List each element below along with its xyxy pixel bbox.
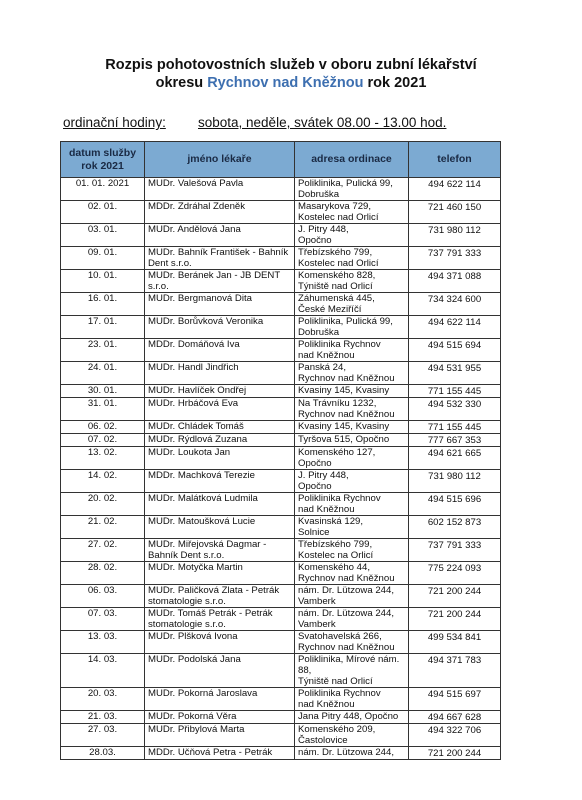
doctor-name-line: MUDr. Valešová Pavla [148, 178, 244, 189]
service-date: 28. 02. [61, 562, 145, 585]
service-date: 10. 01. [61, 270, 145, 293]
table-row [61, 178, 501, 201]
service-date: 06. 02. [61, 421, 145, 434]
service-date: 03. 01. [61, 224, 145, 247]
doctor-name [145, 631, 295, 654]
clinic-address-line: Dobruška [298, 189, 340, 200]
table-row [61, 585, 501, 608]
phone-number: 494 531 955 [409, 362, 501, 385]
clinic-address-line: Kostelec nad Orlicí [298, 212, 379, 223]
clinic-address-line: Vamberk [298, 596, 336, 607]
clinic-address [295, 688, 409, 711]
service-date: 30. 01. [61, 385, 145, 398]
clinic-address-line: Kvasiny 145, Kvasiny [298, 385, 390, 396]
doctor-name [145, 398, 295, 421]
table-row [61, 562, 501, 585]
clinic-address-line: Týniště nad Orlicí [298, 676, 373, 687]
clinic-address-line: Opočno [298, 481, 332, 492]
service-date: 16. 01. [61, 293, 145, 316]
clinic-address-line: nám. Dr. Lützowa 244, [298, 585, 394, 596]
phone-number: 602 152 873 [409, 516, 501, 539]
doctor-name-line: MUDr. Plšková Ivona [148, 631, 238, 642]
doctor-name-line: MUDr. Loukota Jan [148, 447, 231, 458]
doctor-name [145, 434, 295, 447]
doctor-name-line: MUDr. Rýdlová Zuzana [148, 434, 248, 445]
clinic-address-line: Třebízského 799, [298, 247, 373, 258]
table-row [61, 339, 501, 362]
service-date: 28.03. [61, 747, 145, 760]
clinic-address-line: J. Pitry 448, [298, 224, 349, 235]
service-date: 09. 01. [61, 247, 145, 270]
phone-number: 737 791 333 [409, 539, 501, 562]
clinic-address [295, 747, 409, 760]
doctor-name [145, 493, 295, 516]
service-date: 20. 02. [61, 493, 145, 516]
service-date: 24. 01. [61, 362, 145, 385]
doctor-name [145, 724, 295, 747]
office-hours-label: ordinační hodiny: [63, 115, 166, 130]
clinic-address [295, 493, 409, 516]
clinic-address-line: Rychnov nad Kněžnou [298, 373, 395, 384]
phone-number: 721 200 244 [409, 585, 501, 608]
clinic-address-line: Kostelec nad Orlicí [298, 258, 379, 269]
clinic-address [295, 654, 409, 688]
service-date: 01. 01. 2021 [61, 178, 145, 201]
phone-number: 731 980 112 [409, 224, 501, 247]
table-row [61, 654, 501, 688]
service-date: 13. 03. [61, 631, 145, 654]
doctor-name-line: stomatologie s.r.o. [148, 596, 226, 607]
clinic-address-line: Dobruška [298, 327, 340, 338]
clinic-address [295, 247, 409, 270]
clinic-address-line: Rychnov nad Kněžnou [298, 409, 395, 420]
clinic-address-line: Kostelec na Orlicí [298, 550, 374, 561]
table-row [61, 688, 501, 711]
header-date: datum služby rok 2021 [61, 142, 145, 178]
table-row [61, 747, 501, 760]
clinic-address [295, 339, 409, 362]
clinic-address-line: Jana Pitry 448, Opočno [298, 711, 399, 722]
clinic-address [295, 201, 409, 224]
clinic-address [295, 385, 409, 398]
service-date: 14. 02. [61, 470, 145, 493]
phone-number: 777 667 353 [409, 434, 501, 447]
clinic-address-line: Panská 24, [298, 362, 347, 373]
clinic-address-line: Poliklinika Rychnov [298, 339, 381, 350]
doctor-name [145, 316, 295, 339]
subtitle-suffix: rok 2021 [363, 75, 427, 91]
doctor-name-line: MUDr. Pokorná Věra [148, 711, 237, 722]
table-header-row [61, 142, 501, 178]
doctor-name-line: MUDr. Hrbáčová Eva [148, 398, 239, 409]
phone-number: 494 371 088 [409, 270, 501, 293]
service-date: 27. 02. [61, 539, 145, 562]
doctor-name [145, 447, 295, 470]
subtitle-prefix: okresu [155, 75, 208, 91]
clinic-address-line: Třebízského 799, [298, 539, 373, 550]
doctor-name [145, 470, 295, 493]
table-row [61, 270, 501, 293]
clinic-address-line: Kvasiny 145, Kvasiny [298, 421, 390, 432]
phone-number: 494 515 694 [409, 339, 501, 362]
service-date: 27. 03. [61, 724, 145, 747]
clinic-address-line: nám. Dr. Lützowa 244, [298, 608, 394, 619]
phone-number: 494 667 628 [409, 711, 501, 724]
doctor-name-line: MUDr. Matoušková Lucie [148, 516, 256, 527]
clinic-address [295, 447, 409, 470]
table-row [61, 362, 501, 385]
clinic-address-line: Komenského 127, [298, 447, 376, 458]
doctor-name-line: Bahník Dent s.r.o. [148, 550, 225, 561]
phone-number: 734 324 600 [409, 293, 501, 316]
doctor-name [145, 178, 295, 201]
table-row [61, 247, 501, 270]
clinic-address [295, 421, 409, 434]
table-row [61, 608, 501, 631]
service-date: 07. 02. [61, 434, 145, 447]
schedule-table [60, 141, 501, 760]
clinic-address-line: Poliklinika, Pulická 99, [298, 316, 393, 327]
clinic-address [295, 711, 409, 724]
doctor-name [145, 224, 295, 247]
doctor-name [145, 247, 295, 270]
phone-number: 499 534 841 [409, 631, 501, 654]
service-date: 21. 02. [61, 516, 145, 539]
clinic-address-line: Komenského 209, [298, 724, 376, 735]
doctor-name-line: MUDr. Handl Jindřich [148, 362, 239, 373]
doctor-name-line: MDDr. Učňová Petra - Petrák [148, 747, 273, 758]
doctor-name-line: stomatologie s.r.o. [148, 619, 226, 630]
doctor-name [145, 201, 295, 224]
clinic-address [295, 224, 409, 247]
clinic-address-line: Svatohavelská 266, [298, 631, 382, 642]
header-doctor: jméno lékaře [145, 142, 295, 178]
clinic-address-line: nad Kněžnou [298, 699, 355, 710]
clinic-address [295, 178, 409, 201]
doctor-name-line: MUDr. Andělová Jana [148, 224, 241, 235]
table-row [61, 434, 501, 447]
clinic-address [295, 585, 409, 608]
doctor-name-line: MUDr. Paličková Zlata - Petrák [148, 585, 280, 596]
doctor-name-line: MDDr. Machková Terezie [148, 470, 255, 481]
doctor-name-line: MUDr. Motyčka Martin [148, 562, 243, 573]
service-date: 20. 03. [61, 688, 145, 711]
table-row [61, 224, 501, 247]
doctor-name-line: MUDr. Pokorná Jaroslava [148, 688, 258, 699]
clinic-address [295, 516, 409, 539]
phone-number: 494 622 114 [409, 316, 501, 339]
doctor-name [145, 654, 295, 688]
doctor-name [145, 421, 295, 434]
doctor-name [145, 711, 295, 724]
clinic-address-line: nám. Dr. Lützowa 244, [298, 747, 394, 758]
office-hours [63, 115, 446, 130]
clinic-address-line: Opočno [298, 458, 332, 469]
clinic-address-line: Poliklinika Rychnov [298, 688, 381, 699]
clinic-address [295, 724, 409, 747]
table-row [61, 447, 501, 470]
clinic-address [295, 434, 409, 447]
phone-number: 737 791 333 [409, 247, 501, 270]
phone-number: 775 224 093 [409, 562, 501, 585]
document-subtitle [0, 74, 582, 92]
service-date: 21. 03. [61, 711, 145, 724]
doctor-name-line: s.r.o. [148, 281, 169, 292]
clinic-address [295, 316, 409, 339]
clinic-address-line: Rychnov nad Kněžnou [298, 573, 395, 584]
service-date: 02. 01. [61, 201, 145, 224]
office-hours-value: sobota, neděle, svátek 08.00 - 13.00 hod. [198, 115, 447, 130]
clinic-address-line: Komenského 44, [298, 562, 370, 573]
doctor-name-line: MUDr. Beránek Jan - JB DENT [148, 270, 281, 281]
doctor-name [145, 270, 295, 293]
table-row [61, 421, 501, 434]
clinic-address [295, 470, 409, 493]
service-date: 07. 03. [61, 608, 145, 631]
service-date: 23. 01. [61, 339, 145, 362]
document-title: Rozpis pohotovostních služeb v oboru zubní lékařství [105, 57, 477, 73]
phone-number: 771 155 445 [409, 385, 501, 398]
clinic-address [295, 293, 409, 316]
table-row [61, 316, 501, 339]
clinic-address [295, 539, 409, 562]
clinic-address-line: Kvasinská 129, [298, 516, 364, 527]
doctor-name [145, 562, 295, 585]
doctor-name-line: MUDr. Tomáš Petrák - Petrák [148, 608, 273, 619]
clinic-address-line: Solnice [298, 527, 330, 538]
clinic-address [295, 398, 409, 421]
doctor-name-line: MUDr. Havlíček Ondřej [148, 385, 247, 396]
clinic-address-line: Masarykova 729, [298, 201, 372, 212]
clinic-address-line: Na Trávníku 1232, [298, 398, 377, 409]
doctor-name-line: MUDr. Miřejovská Dagmar - [148, 539, 267, 550]
clinic-address [295, 631, 409, 654]
service-date: 13. 02. [61, 447, 145, 470]
clinic-address-line: Častolovice [298, 735, 348, 746]
doctor-name [145, 293, 295, 316]
doctor-name-line: MDDr. Zdráhal Zdeněk [148, 201, 246, 212]
table-row [61, 539, 501, 562]
table-row [61, 724, 501, 747]
phone-number: 494 622 114 [409, 178, 501, 201]
doctor-name [145, 362, 295, 385]
clinic-address-line: Poliklinika, Mírové nám. 88, [298, 654, 400, 676]
clinic-address-line: Poliklinika Rychnov [298, 493, 381, 504]
doctor-name [145, 585, 295, 608]
phone-number: 494 621 665 [409, 447, 501, 470]
clinic-address-line: České Meziříčí [298, 304, 362, 315]
doctor-name-line: Dent s.r.o. [148, 258, 192, 269]
clinic-address-line: nad Kněžnou [298, 504, 355, 515]
table-row [61, 293, 501, 316]
clinic-address [295, 608, 409, 631]
clinic-address-line: J. Pitry 448, [298, 470, 349, 481]
service-date: 06. 03. [61, 585, 145, 608]
doctor-name [145, 516, 295, 539]
table-row [61, 470, 501, 493]
doctor-name [145, 339, 295, 362]
service-date: 31. 01. [61, 398, 145, 421]
doctor-name-line: MUDr. Přibylová Marta [148, 724, 245, 735]
district-name: Rychnov nad Kněžnou [207, 75, 364, 91]
header-address: adresa ordinace [295, 142, 409, 178]
clinic-address-line: Týniště nad Orlicí [298, 281, 373, 292]
clinic-address-line: Opočno [298, 235, 332, 246]
table-row [61, 493, 501, 516]
clinic-address-line: Komenského 828, [298, 270, 376, 281]
doctor-name-line: MUDr. Malátková Ludmila [148, 493, 258, 504]
clinic-address-line: Rychnov nad Kněžnou [298, 642, 395, 653]
table-row [61, 516, 501, 539]
table-row [61, 385, 501, 398]
clinic-address [295, 362, 409, 385]
doctor-name-line: MUDr. Chládek Tomáš [148, 421, 244, 432]
doctor-name-line: MDDr. Domáňová Iva [148, 339, 240, 350]
doctor-name [145, 608, 295, 631]
clinic-address-line: Poliklinika, Pulická 99, [298, 178, 393, 189]
phone-number: 494 532 330 [409, 398, 501, 421]
doctor-name [145, 747, 295, 760]
clinic-address [295, 562, 409, 585]
header-phone: telefon [409, 142, 501, 178]
phone-number: 721 200 244 [409, 608, 501, 631]
service-date: 14. 03. [61, 654, 145, 688]
table-row [61, 398, 501, 421]
phone-number: 494 371 783 [409, 654, 501, 688]
clinic-address-line: Tyršova 515, Opočno [298, 434, 390, 445]
phone-number: 731 980 112 [409, 470, 501, 493]
table-row [61, 201, 501, 224]
doctor-name-line: MUDr. Borůvková Veronika [148, 316, 264, 327]
clinic-address-line: Vamberk [298, 619, 336, 630]
doctor-name-line: MUDr. Bahník František - Bahník [148, 247, 289, 258]
doctor-name-line: MUDr. Podolská Jana [148, 654, 241, 665]
phone-number: 721 200 244 [409, 747, 501, 760]
phone-number: 771 155 445 [409, 421, 501, 434]
clinic-address [295, 270, 409, 293]
table-row [61, 631, 501, 654]
doctor-name [145, 688, 295, 711]
phone-number: 721 460 150 [409, 201, 501, 224]
clinic-address-line: nad Kněžnou [298, 350, 355, 361]
phone-number: 494 322 706 [409, 724, 501, 747]
doctor-name [145, 539, 295, 562]
table-row [61, 711, 501, 724]
service-date: 17. 01. [61, 316, 145, 339]
phone-number: 494 515 697 [409, 688, 501, 711]
clinic-address-line: Záhumenská 445, [298, 293, 375, 304]
phone-number: 494 515 696 [409, 493, 501, 516]
doctor-name-line: MUDr. Bergmanová Dita [148, 293, 252, 304]
doctor-name [145, 385, 295, 398]
